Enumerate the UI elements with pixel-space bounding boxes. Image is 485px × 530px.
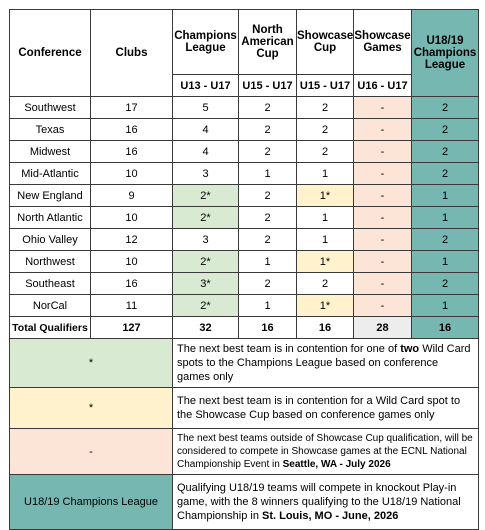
champions-league-count: 4 <box>173 119 239 141</box>
u1819-count: 1 <box>412 251 479 273</box>
showcase-cup-count: 1* <box>297 251 354 273</box>
table-row <box>10 119 479 141</box>
north-american-cup-count: 2 <box>239 119 297 141</box>
legend-key-teal: U18/19 Champions League <box>10 475 173 530</box>
clubs-count: 16 <box>91 273 173 295</box>
north-american-cup-count: 2 <box>239 185 297 207</box>
u1819-count: 2 <box>412 119 479 141</box>
table-row <box>10 229 479 251</box>
showcase-cup-count: 2 <box>297 119 354 141</box>
showcase-games-count: - <box>354 295 412 317</box>
north-american-cup-count: 2 <box>239 141 297 163</box>
table-row <box>10 251 479 273</box>
conference-name: Southeast <box>10 273 91 295</box>
champions-league-count: 2* <box>173 185 239 207</box>
legend-row-showcase-games <box>10 429 479 475</box>
showcase-cup-count: 1 <box>297 207 354 229</box>
showcase-cup-count: 1* <box>297 185 354 207</box>
champions-league-count: 4 <box>173 141 239 163</box>
legend-text-teal: Qualifying U18/19 teams will compete in knockout Play-in game, with the 8 winners qualifying to the U18/19 National Championship in St. Louis, MO - June, 2026 <box>173 475 479 530</box>
champions-league-count: 3 <box>173 163 239 185</box>
header-north-american-cup: North American Cup <box>239 10 297 75</box>
showcase-cup-count: 2 <box>297 97 354 119</box>
table-row <box>10 185 479 207</box>
showcase-games-count: - <box>354 163 412 185</box>
age-group-north-american-cup: U15 - U17 <box>239 75 297 97</box>
legend-key-yellow: * <box>10 388 173 429</box>
legend-text-yellow: The next best team is in contention for a Wild Card spot to the Showcase Cup based on conference games only <box>173 388 479 429</box>
age-group-showcase-games: U16 - U17 <box>354 75 412 97</box>
table-row <box>10 163 479 185</box>
showcase-games-count: - <box>354 141 412 163</box>
showcase-games-count: - <box>354 185 412 207</box>
showcase-cup-count: 2 <box>297 273 354 295</box>
clubs-count: 10 <box>91 163 173 185</box>
champions-league-count: 5 <box>173 97 239 119</box>
conference-name: Texas <box>10 119 91 141</box>
showcase-games-count: - <box>354 251 412 273</box>
north-american-cup-count: 2 <box>239 97 297 119</box>
u1819-count: 1 <box>412 207 479 229</box>
champions-league-count: 3 <box>173 229 239 251</box>
header-clubs: Clubs <box>91 10 173 97</box>
showcase-games-count: - <box>354 97 412 119</box>
showcase-games-count: - <box>354 229 412 251</box>
clubs-count: 9 <box>91 185 173 207</box>
u1819-count: 2 <box>412 163 479 185</box>
conference-name: North Atlantic <box>10 207 91 229</box>
north-american-cup-count: 1 <box>239 251 297 273</box>
north-american-cup-count: 1 <box>239 295 297 317</box>
conference-name: Mid-Atlantic <box>10 163 91 185</box>
legend-row-showcase-wildcard <box>10 388 479 429</box>
showcase-cup-count: 2 <box>297 141 354 163</box>
showcase-games-count: - <box>354 119 412 141</box>
table-row <box>10 295 479 317</box>
north-american-cup-count: 2 <box>239 273 297 295</box>
champions-league-count: 3* <box>173 273 239 295</box>
legend-key-peach: - <box>10 429 173 475</box>
header-conference: Conference <box>10 10 91 97</box>
clubs-count: 17 <box>91 97 173 119</box>
showcase-games-count: - <box>354 273 412 295</box>
header-showcase-cup: Showcase Cup <box>297 10 354 75</box>
header-showcase-games: Showcase Games <box>354 10 412 75</box>
legend-text-green: The next best team is in contention for one of two Wild Card spots to the Champions League based on conference games only <box>173 339 479 388</box>
age-group-showcase-cup: U15 - U17 <box>297 75 354 97</box>
totals-champions-league: 32 <box>173 317 239 339</box>
showcase-games-count: - <box>354 207 412 229</box>
conference-name: NorCal <box>10 295 91 317</box>
clubs-count: 16 <box>91 119 173 141</box>
age-group-champions-league: U13 - U17 <box>173 75 239 97</box>
conference-name: Northwest <box>10 251 91 273</box>
qualification-document <box>9 9 478 530</box>
clubs-count: 10 <box>91 251 173 273</box>
champions-league-count: 2* <box>173 207 239 229</box>
clubs-count: 11 <box>91 295 173 317</box>
totals-showcase-cup: 16 <box>297 317 354 339</box>
u1819-count: 1 <box>412 295 479 317</box>
showcase-cup-count: 1 <box>297 229 354 251</box>
champions-league-count: 2* <box>173 251 239 273</box>
legend-row-u1819 <box>10 475 479 530</box>
header-row <box>10 10 479 75</box>
qualifiers-table <box>9 9 479 530</box>
showcase-cup-count: 1* <box>297 295 354 317</box>
north-american-cup-count: 2 <box>239 207 297 229</box>
totals-label: Total Qualifiers <box>10 317 91 339</box>
totals-showcase-games: 28 <box>354 317 412 339</box>
clubs-count: 16 <box>91 141 173 163</box>
showcase-cup-count: 1 <box>297 163 354 185</box>
north-american-cup-count: 1 <box>239 163 297 185</box>
table-row <box>10 207 479 229</box>
table-row <box>10 97 479 119</box>
header-u1819-champions-league: U18/19 Champions League <box>412 10 479 97</box>
legend-key-green: * <box>10 339 173 388</box>
clubs-count: 12 <box>91 229 173 251</box>
legend-row-champions-wildcard <box>10 339 479 388</box>
conference-name: Ohio Valley <box>10 229 91 251</box>
champions-league-count: 2* <box>173 295 239 317</box>
conference-name: Midwest <box>10 141 91 163</box>
u1819-count: 1 <box>412 185 479 207</box>
clubs-count: 10 <box>91 207 173 229</box>
header-champions-league: Champions League <box>173 10 239 75</box>
u1819-count: 2 <box>412 273 479 295</box>
totals-u1819: 16 <box>412 317 479 339</box>
totals-clubs: 127 <box>91 317 173 339</box>
north-american-cup-count: 2 <box>239 229 297 251</box>
totals-north-american-cup: 16 <box>239 317 297 339</box>
u1819-count: 2 <box>412 141 479 163</box>
table-row <box>10 273 479 295</box>
conference-name: New England <box>10 185 91 207</box>
legend-text-peach: The next best teams outside of Showcase Cup qualification, will be considered to compete in Showcase games at the ECNL National Championship Event in Seattle, WA - July 2026 <box>173 429 479 475</box>
table-row <box>10 141 479 163</box>
u1819-count: 2 <box>412 229 479 251</box>
totals-row <box>10 317 479 339</box>
conference-name: Southwest <box>10 97 91 119</box>
u1819-count: 2 <box>412 97 479 119</box>
